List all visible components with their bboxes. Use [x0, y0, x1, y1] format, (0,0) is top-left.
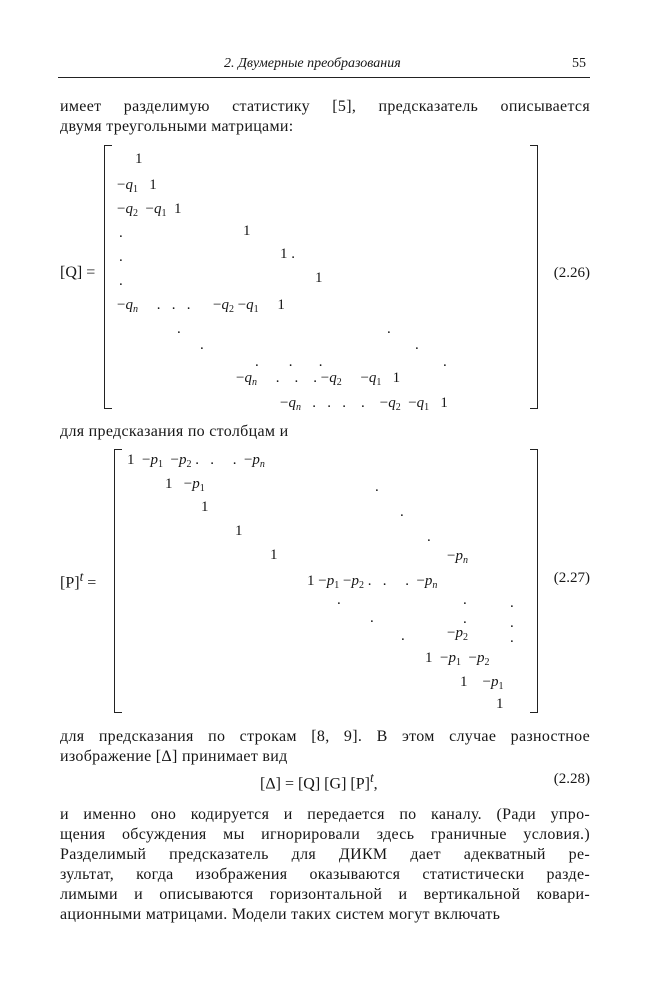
page-number: 55 — [572, 56, 586, 71]
q-matrix-entry-q16: . — [443, 354, 447, 370]
q-matrix-entry-q12: . — [387, 321, 391, 337]
p-matrix-entry-p7: . — [427, 529, 431, 545]
q-matrix-entry-q4: . — [119, 225, 123, 241]
q-matrix-entry-q3: $-q_2 -q_1$ 1 — [117, 201, 182, 219]
q-matrix-entry-q7: 1 . — [280, 246, 295, 262]
q-matrix-entry-q5: 1 — [243, 223, 251, 239]
p-matrix-entry-p21: 1 $-p_1$ — [460, 674, 504, 692]
q-matrix-entry-q6: . — [119, 249, 123, 265]
p-matrix-label: $[P]^t$ = — [60, 569, 97, 592]
text-line: ационными матрицами. Модели таких систем могут включать — [60, 906, 501, 923]
text-line: лимыми и описываются горизонтальной и вертикальной ковари- — [60, 886, 590, 903]
text-line: щения обсуждения мы игнорировали здесь граничные условия.) — [60, 826, 590, 843]
p-matrix-entry-p6: 1 — [235, 523, 243, 539]
header-rule — [58, 77, 590, 78]
p-matrix-entry-p16: . — [510, 615, 514, 631]
mid-paragraph — [60, 422, 590, 442]
p-matrix-entry-p14: . — [370, 610, 374, 626]
p-matrix-entry-p4: 1 — [201, 499, 209, 515]
text-line: имеет разделимую статистику [5], предсказатель описывается — [60, 98, 590, 115]
q-left-bracket — [104, 145, 112, 409]
q-matrix-entry-q15: . . . — [255, 354, 323, 370]
q-matrix-entry-q2: $-q_1$ 1 — [117, 177, 157, 195]
equation-number-2-26: (2.26) — [553, 265, 590, 281]
p-matrix-entry-p8: 1 — [270, 547, 278, 563]
q-matrix-entry-q11: . — [177, 321, 181, 337]
p-matrix-entry-p9: $-p_n$ — [447, 548, 468, 566]
p-matrix-entry-p5: . — [400, 504, 404, 520]
closing-paragraph — [60, 805, 590, 925]
p-matrix-entry-p12: . — [463, 592, 467, 608]
q-matrix-entry-q18: $-q_n$ . . . . $-q_2 -q_1$ 1 — [280, 395, 448, 413]
p-matrix-entry-p18: $-p_2$ — [447, 625, 468, 643]
p-matrix-entry-p13: . — [510, 595, 514, 611]
p-matrix-entry-p3: . — [375, 479, 379, 495]
paragraph-2 — [60, 727, 590, 767]
q-matrix-entry-q10: $-q_n$ . . . $-q_2 -q_1$ 1 — [117, 297, 285, 315]
q-matrix-label: [Q] = — [60, 264, 96, 281]
text-line: для предсказания по строкам [8, 9]. В этом случае разностное — [60, 728, 590, 745]
text-line: Разделимый предсказатель для ДИКМ дает адекватный ре- — [60, 846, 590, 863]
q-right-bracket — [530, 145, 538, 409]
running-header-title: 2. Двумерные преобразования — [224, 56, 401, 71]
text-line: изображение [Δ] принимает вид — [60, 748, 288, 765]
text-line: и именно оно кодируется и передается по каналу. (Ради упро- — [60, 806, 590, 823]
p-matrix-entry-p2: $1 -p_1$ — [165, 476, 205, 494]
text-line: двумя треугольными матрицами: — [60, 118, 294, 135]
q-matrix-entry-q9: 1 — [315, 270, 323, 286]
equation-number-2-27: (2.27) — [553, 570, 590, 586]
q-matrix-entry-q14: . — [415, 337, 419, 353]
text-line: зультат, когда изображения оказываются статистически разде- — [60, 866, 590, 883]
intro-paragraph — [60, 97, 590, 137]
p-matrix-entry-p20: $1 -p_1 -p_2$ — [425, 650, 490, 668]
p-matrix-entry-p17: . — [401, 628, 405, 644]
equation-2-28: [Δ] = [Q] [G] $[P]^t$, — [260, 770, 378, 793]
equation-number-2-28: (2.28) — [553, 771, 590, 787]
p-matrix-entry-p1: $1 -p_1 -p_2$ . . . $-p_n$ — [127, 452, 265, 470]
p-left-bracket — [114, 449, 122, 713]
p-right-bracket — [530, 449, 538, 713]
q-matrix-entry-q13: . — [200, 337, 204, 353]
q-matrix-entry-q17: $-q_n$ . . . $-q_2$ $-q_1$ 1 — [236, 370, 401, 388]
p-matrix-entry-p10: $1 -p_1 -p_2$ . . . $-p_n$ — [307, 573, 438, 591]
q-matrix-entry-q1: 1 — [135, 151, 143, 167]
q-matrix-entry-q8: . — [119, 273, 123, 289]
p-matrix-entry-p22: 1 — [496, 696, 504, 712]
text-line: для предсказания по столбцам и — [60, 423, 289, 440]
p-matrix-entry-p19: . — [510, 630, 514, 646]
p-matrix-entry-p11: . — [337, 592, 341, 608]
p-matrix-entry-p15: . — [463, 611, 467, 627]
